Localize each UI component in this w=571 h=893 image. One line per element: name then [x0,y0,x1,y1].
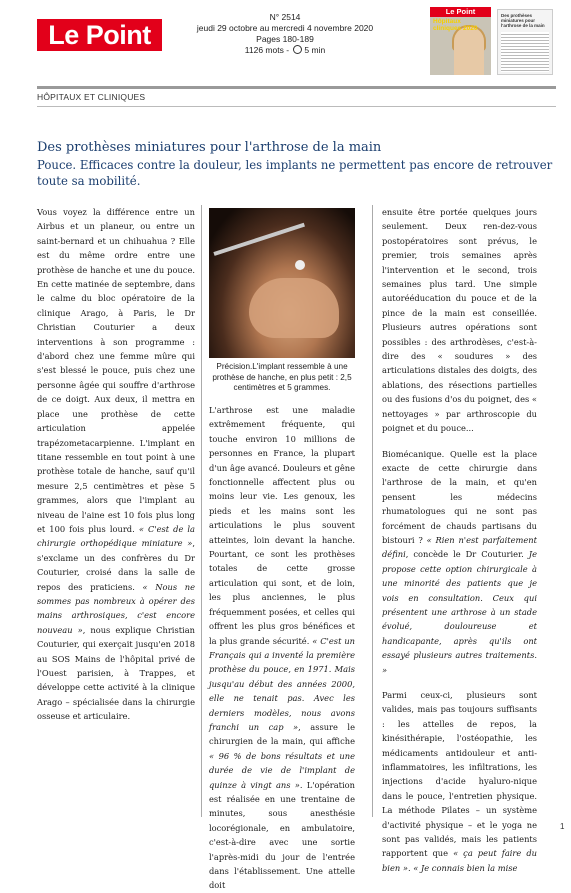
article-photo [209,208,355,358]
photo-finger [249,278,339,338]
header-rule [37,86,556,89]
issue-meta [190,12,380,56]
body-column-1 [37,205,195,724]
paragraph: ensuite être portée quelques jours seulement. Deux ren-dez-vous postopératoires sont prévus, le premier, trois semaines après l'intervention et le second, trois semaines plus tard. Une simple autorééducation du pouce et de la pince de la main est conseillée. Plusieurs autres opérations sont possibles : des arthrodèses, c'est-à-dire des « soudures » des articulations distales des doigts, des ablations, des résections partielles ou des fusions d'os du poignet, des « nettoyages » par arthroscopie du poignet et du pouce... [382,207,537,434]
column-divider [201,205,202,817]
cover-portrait [454,27,484,75]
body-column-3 [382,205,537,875]
word-count-line [190,45,380,56]
photo-caption: Précision.L'implant ressemble à une prothèse de hanche, en plus petit : 2,5 centimètres et 5 grammes. [212,362,352,392]
paragraph: Vous voyez la différence entre un Airbus et un planeur, ou entre un saint-bernard et un chihuahua ? Elle est du même ordre entre une prothèse de hanche et une du pouce. En cette matinée de septembre, dans le calme du bloc opératoire de la clinique Arago, à Paris, le Dr Christian Couturier a deux interventions à son programme : d'abord chez une femme mûre qui s'est blessé le pouce, puis chez une personne âgée qui souffre d'arthrose de ce doigt. Aux deux, il mettra en place une prothèse de cette articulation appelée trapézometacarpienne. L'implant en titane ressemble en tout point à une prothèse totale de hanche, sauf qu'il mesure 2,5 centimètres et pèse 5 grammes, alors que l'implant au niveau de l'aine est 10 fois plus long et 100 fois plus lourd. « C'est de la chirurgie orthopédique miniature », s'exclame un des confrères du Dr Couturier, croisé dans la salle de repos des praticiens. « Nous ne sommes pas nombreux à opérer des mains arthrosiques, c'est encore nouveau », nous explique Christian Couturier, qui exerçait jusqu'en 2018 au SOS Mains de l'hôpital privé de l'Ouest parisien, à Trappes, et développe cette activité à la clinique Arago – spécialisée dans la chirurgie osseuse et articulaire. [37,207,196,722]
magazine-cover-thumbnail [430,7,491,75]
clock-icon [293,45,302,54]
body-column-2 [209,403,355,893]
thumbnail-text-lines [501,32,549,72]
photo-surgical-tool [213,223,305,256]
paragraph: Parmi ceux-ci, plusieurs sont valides, mais pas toujours suffisants : les attelles de repos, la kinésithérapie, l'ostéopathie, les médicaments antidouleur et anti-inflammatoires, les infiltrations, les injections d'acide hyaluro-nique dans le pouce, l'entretien physique. La méthode Pilates – un système d'activité physique – et le yoga ne sont pas validés, mais les patients rapportent que « ça peut faire du bien ». « Je connais bien la mise [382,690,537,873]
cover-title: Hôpitaux cliniques 2020 [433,18,478,32]
issue-number: N° 2514 [269,12,301,22]
cover-logo: Le Point [430,7,491,17]
photo-implant [295,260,305,270]
article-headline: Des prothèses miniatures pour l'arthrose de la main [37,140,382,155]
le-point-logo: Le Point [37,19,162,51]
section-label: HÔPITAUX ET CLINIQUES [37,92,146,102]
reading-time: 5 min [304,45,326,55]
section-rule [37,106,556,107]
thumbnail-title: Des prothèses miniatures pour l'arthrose de la main [501,13,545,28]
paragraph: Biomécanique. Quelle est la place exacte de cette chirurgie dans l'arthrose de la main, et qu'en pensent les médecins rhumatologues qui ne sont pas forcément de chauds partisans du bistouri ? « Rien n'est parfaitement défini, concède le Dr Couturier. Je propose cette option chirurgicale à une minorité des patients que je vois en consultation. Ceux qui présentent une arthrose à un stade évolué, douloureuse et handicapante, après qu'ils ont essayé plusieurs autres traitements. » [382,448,537,675]
page-thumbnail [497,9,553,75]
article-subhead: Pouce. Efficaces contre la douleur, les implants ne permettent pas encore de retrouver toute sa mobilité. [37,158,553,188]
page-number: 1 [560,822,565,831]
issue-dates: jeudi 29 octobre au mercredi 4 novembre 2020 [196,23,374,33]
word-count: 1126 mots - [244,45,292,55]
column-divider [372,205,373,817]
issue-pages: Pages 180-189 [256,34,314,44]
paragraph: L'arthrose est une maladie extrêmement fréquente, qui touche environ 10 millions de personnes en France, la plupart d'un âge avancé. Douleurs et gêne fonctionnelle affectent plus ou moins leur vie. Les genoux, les pieds et les mains sont les articulations le plus souvent atteintes, loin devant la hanche. Pourtant, ce sont les prothèses totales de cette grosse articulation qui sont, et de loin, les plus anciennes, le plus fréquemment posées, et celles qui offrent les plus gros bénéfices et la plus grande sécurité. « C'est un Français qui a inventé la première prothèse du pouce, en 1971. Mais jusqu'au début des années 2000, elle ne tenait pas. Avec les derniers modèles, nous avons franchi un cap », assure le chirurgien de la main, qui affiche « 96 % de bons résultats et une durée de vie de l'implant de quinze à vingt ans ». L'opération est réalisée en une trentaine de minutes, sous anesthésie locorégionale, en ambulatoire, c'est-à-dire avec une sortie l'après-midi du jour de l'entrée dans l'établissement. Une attelle doit [209,405,356,891]
